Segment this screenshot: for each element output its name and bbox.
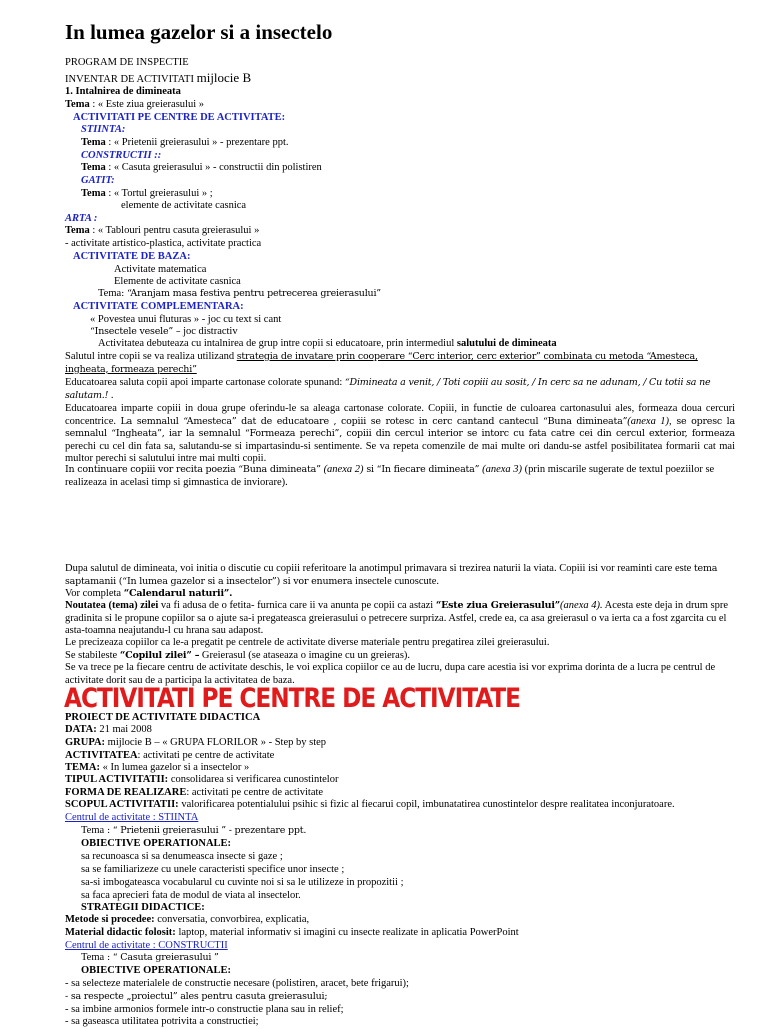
tema-value: : “Aranjam masa festiva pentru petrecerea greierasului” bbox=[121, 288, 381, 299]
section-banner: ACTIVITATI PE CENTRE DE ACTIVITATE bbox=[64, 683, 520, 714]
tema-key: Tema bbox=[81, 162, 106, 173]
tema-key: Tema bbox=[81, 137, 106, 148]
paragraph: Educatoarea imparte copiii in doua grupe oferindu-le sa aleaga cartonase colorate. Copiii, in functie de culoarea cartonasului ales, formeaza doua cercuri concentrice. La semnalul “Amesteca” dat de educatoare , copiii se rotesc in cerc cantand cantecul “Buna dimineata”(anexa 1), se opresc la semnalul “Ingheata”, iar la semnalul “Formeaza perechi”, copiii din cercul interior se intorc cu fata catre cei din cercul exterior, formeaza perechi cu cel din fata sa, salutandu-se si impartasindu-si sentimente. Se va repeta comenzile de mai multe ori dandu-se astfel posibilitatea formarii cat mai multor perechi si salutului intre mai multi copii. bbox=[65, 403, 735, 465]
objective-item: - sa imbine armonios formele intr-o constructie plana sau in relief; bbox=[65, 1004, 344, 1015]
strategies-heading: STRATEGII DIDACTICE: bbox=[81, 902, 205, 913]
page-title: In lumea gazelor si a insectelo bbox=[65, 20, 333, 44]
field-line: SCOPUL ACTIVITATII: valorificarea potentialului psihic si fizic al fiecarui copil, imbunatatirea cunostintelor despre realitatea inconjuratoare. bbox=[65, 799, 675, 810]
field-line: TEMA: « In lumea gazelor si a insectelor » bbox=[65, 762, 250, 773]
complementara-item: “Insectele vesele” – joc distractiv bbox=[90, 326, 238, 337]
arta-detail: - activitate artistico-plastica, activitate practica bbox=[65, 238, 262, 249]
constructii-tema bbox=[81, 162, 322, 175]
baza-item: Elemente de activitate casnica bbox=[114, 276, 241, 287]
tema-value: : « Casuta greierasului » - constructii din polistiren bbox=[105, 162, 322, 173]
gatit-heading: GATIT: bbox=[81, 175, 115, 186]
field-line: TIPUL ACTIVITATII: consolidarea si verificarea cunostintelor bbox=[65, 774, 339, 785]
baza-item: Activitate matematica bbox=[114, 264, 207, 275]
field-line: Material didactic folosit: laptop, material informativ si imagini cu insecte realizate in aplicatia PowerPoint bbox=[65, 927, 519, 938]
field-line: FORMA DE REALIZARE: activitati pe centre de activitate bbox=[65, 787, 324, 798]
inventory-line bbox=[65, 72, 251, 87]
paragraph: Educatoarea saluta copii apoi imparte cartonase colorate spunand: “Dimineata a venit, / Toti copiii au sosit, / In cerc sa ne adunam, / Cu totii sa ne salutam.! . bbox=[65, 377, 711, 401]
baza-heading: ACTIVITATE DE BAZA: bbox=[73, 251, 191, 262]
objective-item: - sa selecteze materialele de constructie necesare (polistiren, aracet, bete frigarui); bbox=[65, 978, 409, 989]
field-line: Metode si procedee: conversatia, convorbirea, explicatia, bbox=[65, 914, 310, 925]
program-heading: PROGRAM DE INSPECTIE bbox=[65, 57, 189, 68]
tema-key: Tema bbox=[65, 225, 90, 236]
constructii-heading: CONSTRUCTII :: bbox=[81, 150, 162, 161]
centru-stiinta-link[interactable]: Centrul de activitate : STIINTA bbox=[65, 812, 199, 823]
paragraph: Noutatea (tema) zilei va fi adusa de o fetita- furnica care ii va anunta pe copii ca astazi “Este ziua Greierasului”(anexa 4). Acesta este deja in drum spre gradinita si le propune copiilor sa o ajute sa-i pregateasca greierasului o petrecere surpriza. Astfel, crede ea, ca asa greierasul o va ierta ca a fost zgarcita cu el asta-toamna neajutandu-l cu hrana sau adapost. bbox=[65, 600, 728, 637]
tema-line bbox=[65, 99, 204, 112]
objective-item: sa se familiarizeze cu unele caracteristi specifice unor insecte ; bbox=[81, 864, 345, 875]
stiinta-heading: STIINTA: bbox=[81, 124, 126, 135]
objectives-heading: OBIECTIVE OPERATIONALE: bbox=[81, 838, 232, 849]
stiinta-tema bbox=[81, 137, 289, 150]
inventory-label: INVENTAR DE ACTIVITATI bbox=[65, 74, 194, 85]
paragraph: Activitatea debuteaza cu intalnirea de grup intre copii si educatoare, prin intermediul salutului de dimineata bbox=[98, 338, 557, 349]
section-1-heading: 1. Intalnirea de dimineata bbox=[65, 86, 181, 97]
baza-tema bbox=[98, 288, 381, 301]
paragraph: Le precizeaza copiilor ca le-a pregatit pe centrele de activitate diverse materiale pentru pregatirea zilei greierasului. bbox=[65, 637, 550, 648]
tema-value: : « Este ziua greierasului » bbox=[89, 99, 204, 110]
gatit-tema bbox=[81, 188, 213, 201]
objective-item: sa faca aprecieri fata de modul de viata al insectelor. bbox=[81, 890, 301, 901]
group-label: mijlocie B bbox=[196, 70, 252, 85]
project-heading: PROIECT DE ACTIVITATE DIDACTICA bbox=[65, 712, 261, 723]
objective-item: - sa gaseasca utilitatea potrivita a constructiei; bbox=[65, 1016, 259, 1027]
objective-item: sa-si imbogateasca vocabularul cu cuvinte noi si sa le utilizeze in propozitii ; bbox=[81, 877, 404, 888]
paragraph: Salutul intre copii se va realiza utilizand strategia de invatare prin cooperare “Cerc interior, cerc exterior” combinata cu metoda “Amesteca, ingheata, formeaza perechi” bbox=[65, 351, 698, 375]
objective-item: - sa respecte „proiectul” ales pentru casuta greierasului; bbox=[65, 991, 328, 1002]
field-line: DATA: 21 mai 2008 bbox=[65, 724, 152, 735]
paragraph: Se stabileste “Copilul zilei” – Greierasul (se ataseaza o imagine cu un greieras). bbox=[65, 650, 411, 661]
complementara-item: « Povestea unui fluturas » - joc cu text si cant bbox=[90, 314, 282, 325]
field-line: GRUPA: mijlocie B – « GRUPA FLORILOR » - Step by step bbox=[65, 737, 327, 748]
tema-value: : « Tablouri pentru casuta greierasului » bbox=[89, 225, 260, 236]
tema-key: Tema bbox=[81, 188, 106, 199]
centru-constructii-link[interactable]: Centrul de activitate : CONSTRUCTII bbox=[65, 940, 228, 951]
paragraph: In continuare copiii vor recita poezia “Buna dimineata” (anexa 2) si “In fiecare dimineata” (anexa 3) (prin miscarile sugerate de textul poeziilor se realizeaza in acelasi timp si gimnastica de inviorare). bbox=[65, 464, 715, 488]
arta-heading: ARTA : bbox=[65, 213, 98, 224]
paragraph: Se va trece pe la fiecare centru de activitate deschis, le voi explica copiilor ce au de lucru, dupa care acestia isi vor exprima dorinta de a lucra pe centrul de activitate dorit sau de a participa la activitatea de baza. bbox=[65, 662, 716, 686]
paragraph: Dupa salutul de dimineata, voi initia o discutie cu copiii referitoare la anotimpul primavara si trezirea naturii la viata. Copiii isi vor reaminti care este tema saptamanii (“In lumea gazelor si a insectelor”) si vor enumera insectele cunoscute. bbox=[65, 563, 718, 587]
arta-tema bbox=[65, 225, 259, 238]
tema-value: : « Tortul greierasului » ; bbox=[105, 188, 213, 199]
gatit-detail: elemente de activitate casnica bbox=[121, 200, 247, 211]
complementara-heading: ACTIVITATE COMPLEMENTARA: bbox=[73, 301, 244, 312]
centre-heading: ACTIVITATI PE CENTRE DE ACTIVITATE: bbox=[73, 112, 286, 123]
paragraph: Vor completa “Calendarul naturii”. bbox=[65, 588, 233, 599]
objective-item: sa recunoasca si sa denumeasca insecte si gaze ; bbox=[81, 851, 283, 862]
field-line: ACTIVITATEA: activitati pe centre de activitate bbox=[65, 750, 275, 761]
stiinta-tema: Tema : “ Prietenii greierasului ” - prezentare ppt. bbox=[81, 825, 307, 836]
tema-value: : « Prietenii greierasului » - prezentare ppt. bbox=[105, 137, 289, 148]
constructii-tema: Tema : “ Casuta greierasului ” bbox=[81, 952, 219, 963]
objectives-heading: OBIECTIVE OPERATIONALE: bbox=[81, 965, 232, 976]
tema-key: Tema bbox=[98, 288, 122, 299]
tema-key: Tema bbox=[65, 99, 90, 110]
